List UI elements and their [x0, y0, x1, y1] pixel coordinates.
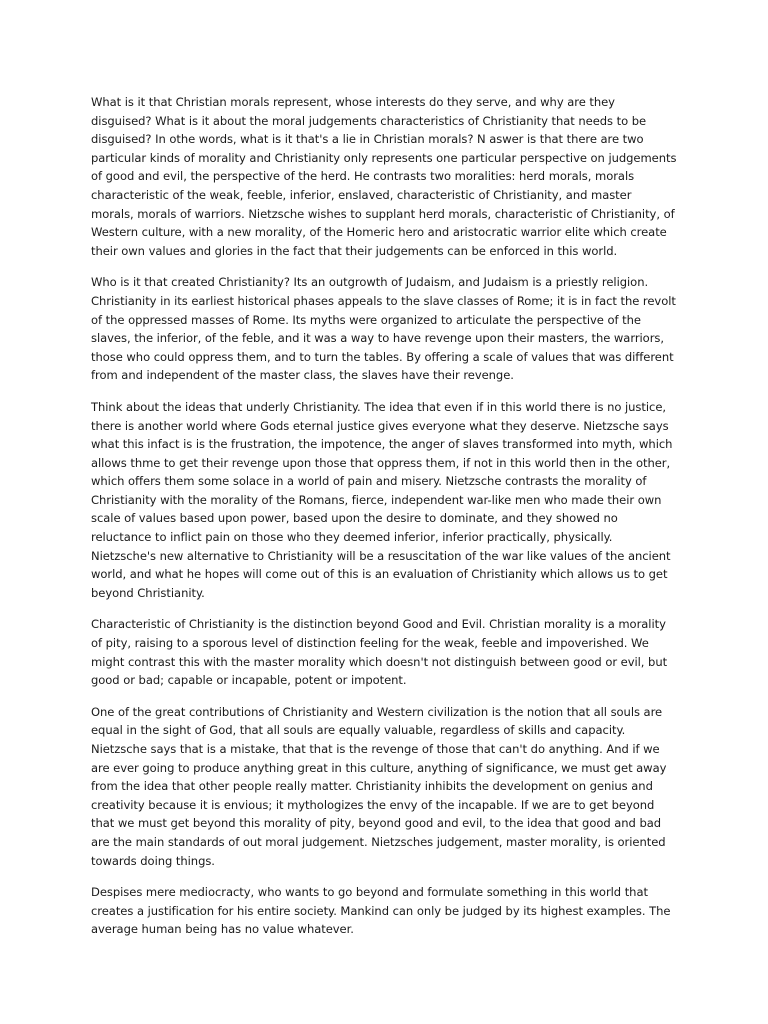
document-body: [91, 93, 677, 952]
paragraph-christian-morals: What is it that Christian morals represent, whose interests do they serve, and why are they disguised? What is it about the moral judgements characteristics of Christianity that needs to be disguised? In othe words, what is it that's a lie in Christian morals? N aswer is that there are two particular kinds of morality and Christianity only represents one particular perspective on judgements of good and evil, the perspective of the herd. He contrasts two moralities: herd morals, morals characteristic of the weak, feeble, inferior, enslaved, characteristic of Christianity, and master morals, morals of warriors. Nietzsche wishes to supplant herd morals, characteristic of Christianity, of Western culture, with a new morality, of the Homeric hero and aristocratic warrior elite which create their own values and glories in the fact that their judgements can be enforced in this world.: [91, 95, 677, 258]
paragraph-mediocracy: Despises mere mediocracty, who wants to go beyond and formulate something in this world that creates a justification for his entire society. Mankind can only be judged by its highest examples. The average human being has no value whatever.: [91, 885, 671, 937]
paragraph-origin-of-christianity: Who is it that created Christianity? Its an outgrowth of Judaism, and Judaism is a priestly religion. Christianity in its earliest historical phases appeals to the slave classes of Rome; it is in fact the revolt of the oppressed masses of Rome. Its myths were organized to articulate the perspective of the slaves, the inferior, of the feble, and it was a way to have revenge upon their masters, the warriors, those who could oppress them, and to turn the tables. By offering a scale of values that was different from and independent of the master class, the slaves have their revenge.: [91, 275, 676, 383]
paragraph-underlying-ideas: Think about the ideas that underly Christianity. The idea that even if in this world there is no justice, there is another world where Gods eternal justice gives everyone what they deserve. Nietzsche says what this infact is is the frustration, the impotence, the anger of slaves transformed into myth, which allows thme to get their revenge upon those that oppress them, if not in this world then in the other, which offers them some solace in a world of pain and misery. Nietzsche contrasts the morality of Christianity with the morality of the Romans, fierce, independent war-like men who made their own scale of values based upon power, based upon the desire to dominate, and they showed no reluctance to inflict pain on those who they deemed inferior, inferior practically, physically. Nietzsche's new alternative to Christianity will be a resuscitation of the war like values of the ancient world, and what he hopes will come out of this is an evaluation of Christianity which allows us to get beyond Christianity.: [91, 399, 673, 600]
paragraph-equal-souls: One of the great contributions of Christianity and Western civilization is the notion that all souls are equal in the sight of God, that all souls are equally valuable, regardless of skills and capacity. Nietzsche says that is a mistake, that that is the revenge of those that can't do anything. And if we are ever going to produce anything great in this culture, anything of significance, we must get away from the idea that other people really matter. Christianity inhibits the development on genius and creativity because it is envious; it mythologizes the envy of the incapable. If we are to get beyond that we must get beyond this morality of pity, beyond good and evil, to the idea that good and bad are the main standards of out moral judgement. Nietzsches judgement, master morality, is oriented towards doing things.: [91, 704, 667, 868]
paragraph-good-and-evil: Characteristic of Christianity is the distinction beyond Good and Evil. Christian morality is a morality of pity, raising to a sporous level of distinction feeling for the weak, feeble and impoverished. We might contrast this with the master morality which doesn't not distinguish between good or evil, but good or bad; capable or incapable, potent or impotent.: [91, 617, 668, 688]
